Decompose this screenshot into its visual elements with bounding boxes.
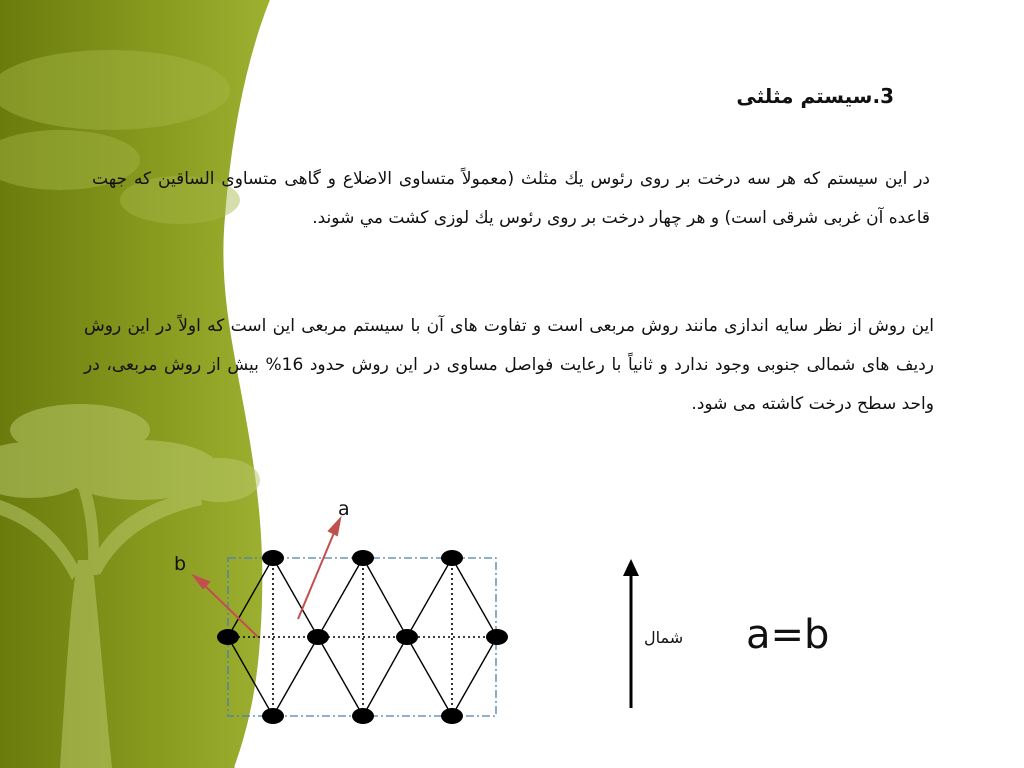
tree-dot <box>217 629 239 645</box>
north-arrow <box>623 559 639 708</box>
tree-dot <box>307 629 329 645</box>
tree-dot <box>396 629 418 645</box>
vector-a-arrowhead <box>329 519 340 535</box>
tree-dot <box>486 629 508 645</box>
paragraph-comparison-square: این روش از نظر سایه اندازی مانند روش مربعی است و تفاوت های آن با سیستم مربعی این است که اولاً در این روش ردیف های شمالی جنوبی وجود ندارد و ثانیاً با رعایت فواصل مساوی در این روش حدود 16% بیش از روش مربعی، در واحد سطح درخت کاشته می شود. <box>84 316 934 414</box>
paragraph-triangular-definition: در این سیستم که هر سه درخت بر روی رئوس يك مثلث (معمولاً متساوی الاضلاع و گاهی متساوی الساقين كه جهت قاعده آن غربی شرقی است) و هر چهار درخت بر روی رئوس يك لوزی كشت مي شوند. <box>92 169 930 228</box>
label-a: a <box>338 498 350 520</box>
tree-dot <box>352 550 374 566</box>
tree-dot <box>262 708 284 724</box>
tree-dot <box>262 550 284 566</box>
equation-a-equals-b: a=b <box>746 612 830 658</box>
tree-dot <box>441 708 463 724</box>
slide-title: 3.سیستم مثلثی <box>736 84 894 108</box>
tree-dot <box>352 708 374 724</box>
label-b: b <box>174 553 187 575</box>
distance-vectors <box>194 519 340 637</box>
vector-b <box>202 583 258 637</box>
north-label: شمال <box>644 628 684 647</box>
vector-a <box>298 528 336 619</box>
dotted-grid-lines <box>228 558 497 716</box>
tree-dot <box>441 550 463 566</box>
